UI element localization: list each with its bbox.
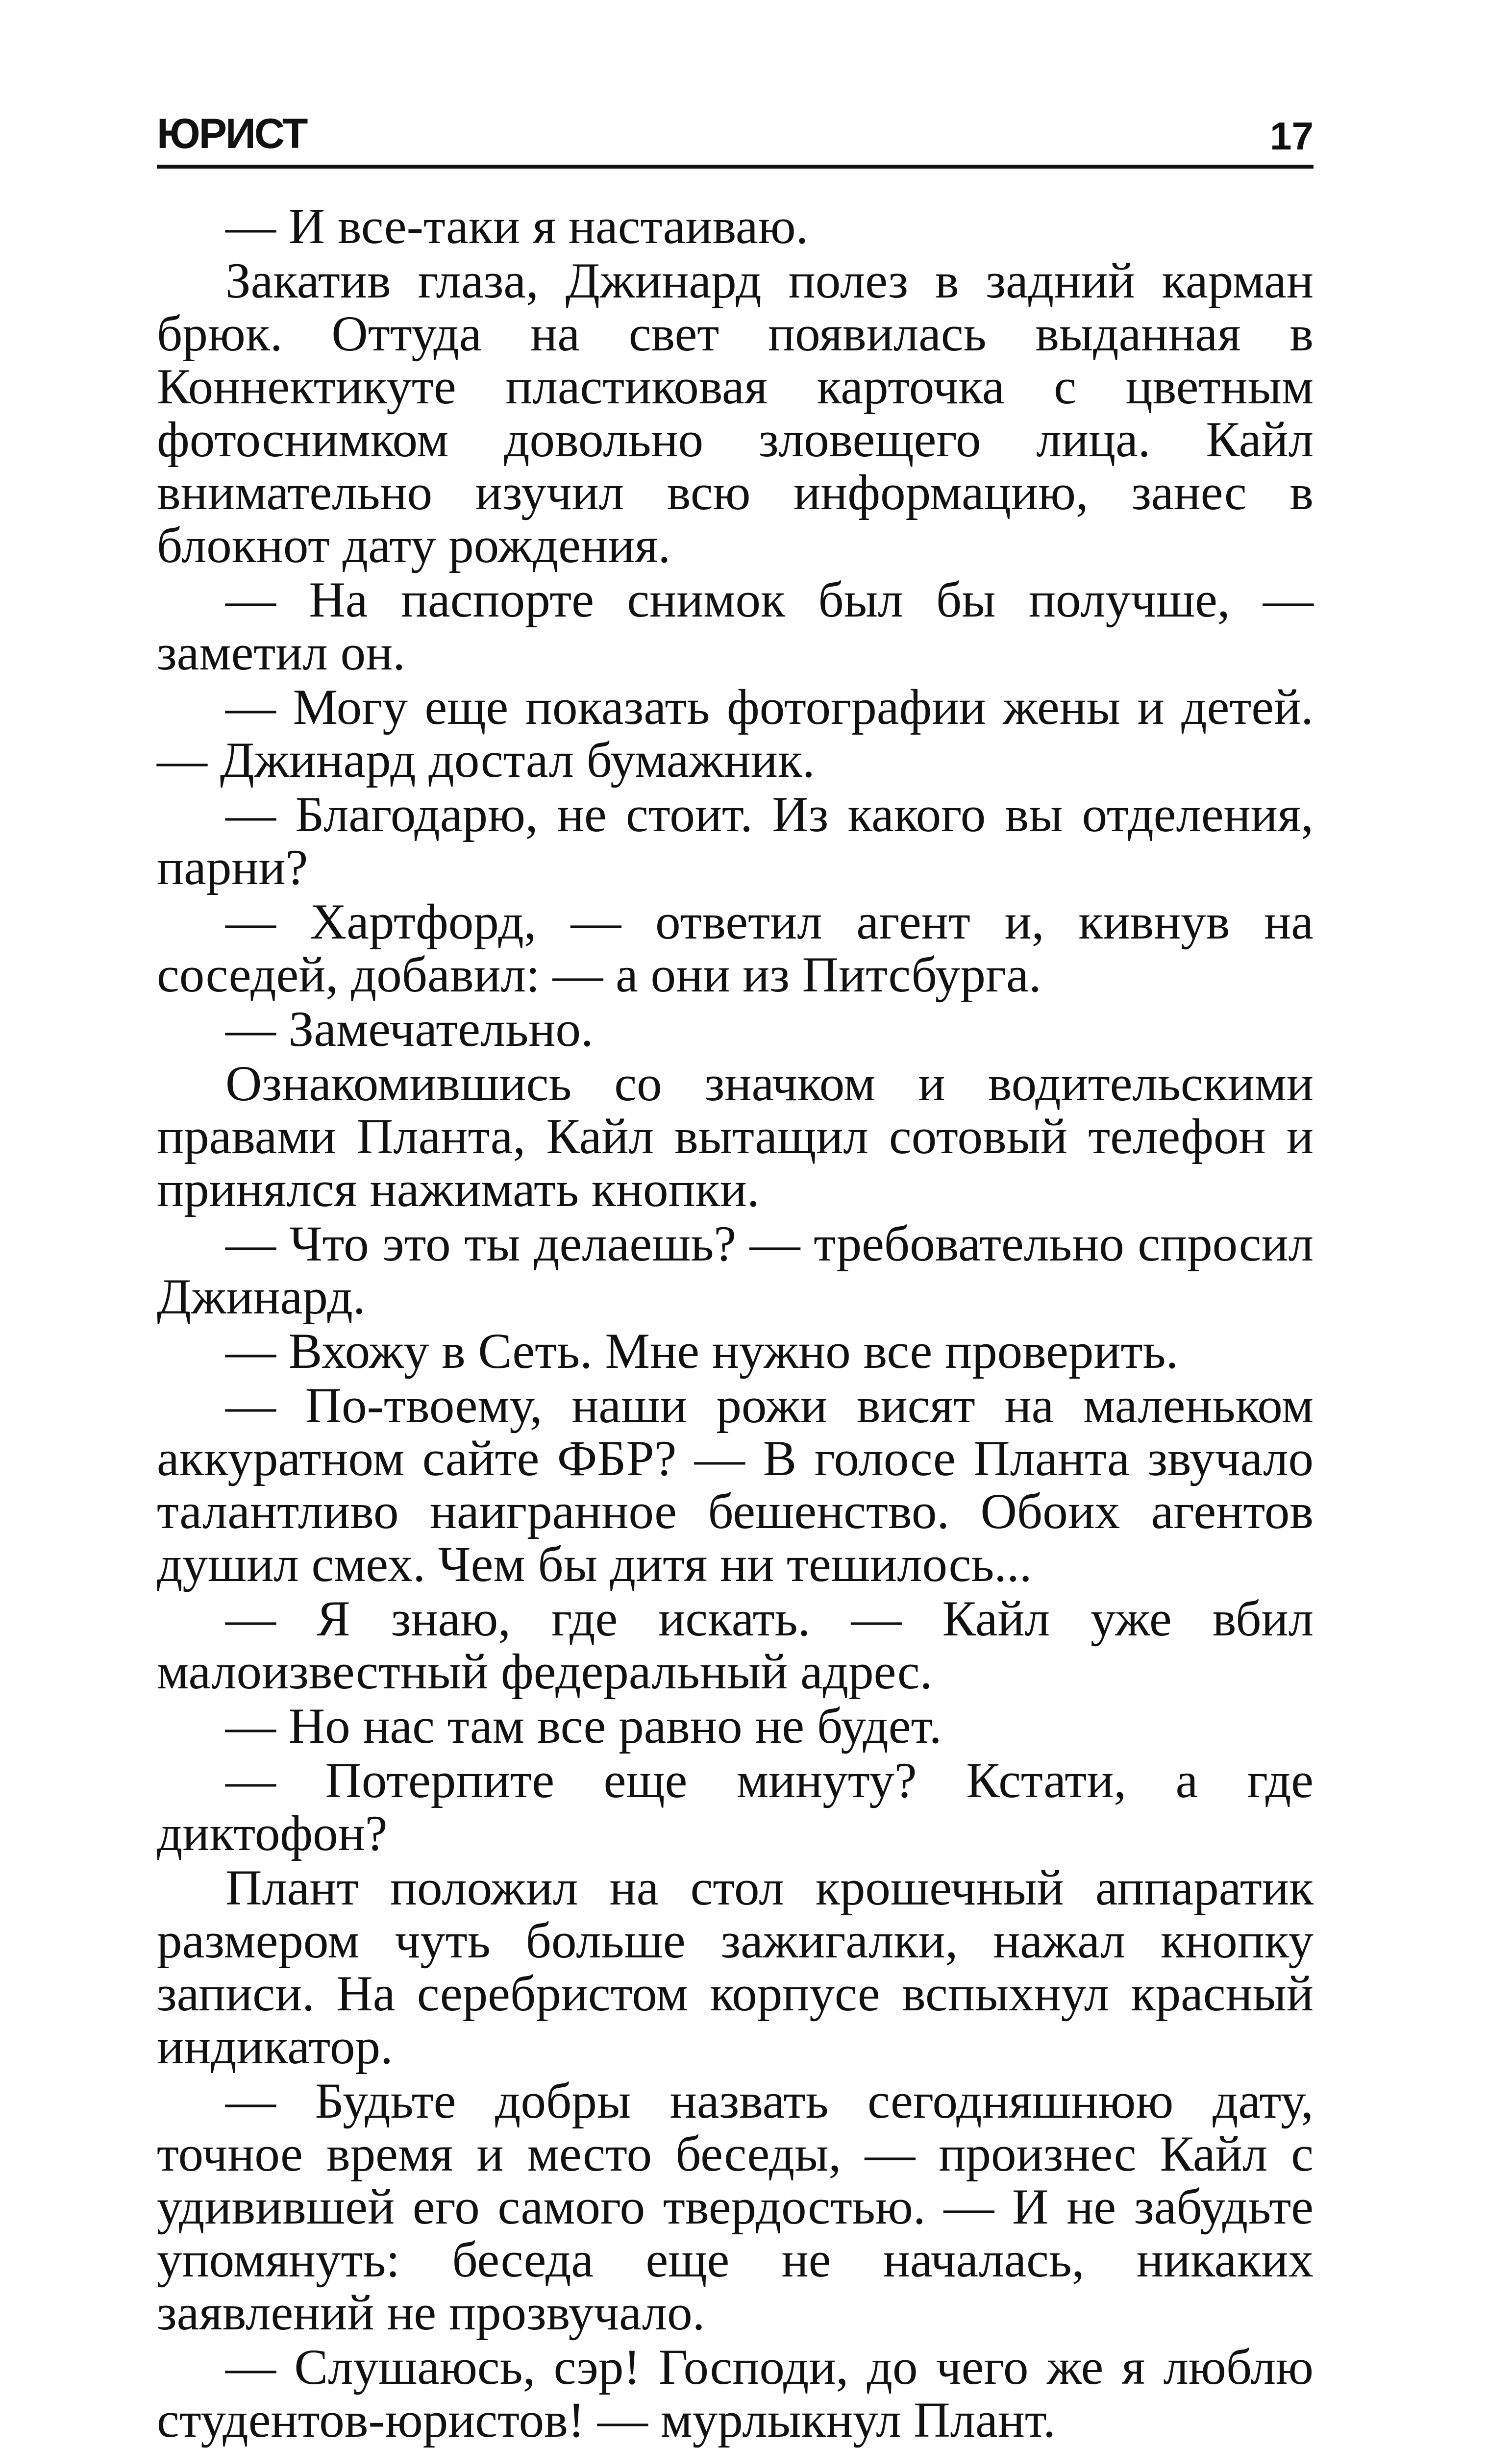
header-divider	[157, 165, 1314, 169]
paragraph: — Потерпите еще минуту? Кстати, а где диктофон?	[157, 1753, 1314, 1861]
paragraph: — На паспорте снимок был бы получше, — заметил он.	[157, 572, 1314, 681]
paragraph: — Вхожу в Сеть. Мне нужно все проверить.	[225, 1323, 1179, 1379]
running-header	[157, 107, 1314, 161]
paragraph: — Будьте добры назвать сегодняшнюю дату, точное время и место беседы, — произнес Кайл с удивившей его самого твердостью. — И не забудьте упомянуть: беседа еще не началась, никаких заявлений не прозвучало.	[157, 2073, 1314, 2341]
paragraph: — Но нас там все равно не будет.	[225, 1698, 942, 1754]
page-number: 17	[1270, 114, 1314, 158]
body-text	[157, 200, 1314, 2448]
paragraph: — Что это ты делаешь? — требовательно спросил Джинард.	[157, 1216, 1314, 1325]
paragraph: — И все-таки я настаиваю.	[225, 198, 809, 254]
paragraph: Ознакомившись со значком и водительскими правами Планта, Кайл вытащил сотовый телефон и принялся нажимать кнопки.	[157, 1056, 1314, 1217]
paragraph: — Хартфорд, — ответил агент и, кивнув на соседей, добавил: — а они из Питсбурга.	[157, 894, 1314, 1003]
running-title: ЮРИСТ	[157, 110, 307, 157]
paragraph: — Благодарю, не стоит. Из какого вы отделения, парни?	[157, 787, 1314, 895]
paragraph: — Слушаюсь, сэр! Господи, до чего же я люблю студентов-юристов! — мурлыкнул Плант.	[157, 2339, 1314, 2448]
paragraph: Закатив глаза, Джинард полез в задний карман брюк. Оттуда на свет появилась выданная в Коннектикуте пластиковая карточка с цветным фотоснимком довольно зловещего лица. Кайл внимательно изучил всю информацию, занес в блокнот дату рождения.	[157, 253, 1314, 573]
paragraph: — Я знаю, где искать. — Кайл уже вбил малоизвестный федеральный адрес.	[157, 1591, 1314, 1700]
paragraph: — Замечательно.	[225, 1001, 594, 1057]
paragraph: Плант положил на стол крошечный аппаратик размером чуть больше зажигалки, нажал кнопку записи. На серебристом корпусе вспыхнул красный индикатор.	[157, 1860, 1314, 2075]
paragraph: — Могу еще показать фотографии жены и детей. — Джинард достал бумажник.	[157, 679, 1314, 788]
paragraph: — По-твоему, наши рожи висят на маленьком аккуратном сайте ФБР? — В голосе Планта звучало талантливо наигранное бешенство. Обоих агентов душил смех. Чем бы дитя ни тешилось...	[157, 1378, 1314, 1592]
